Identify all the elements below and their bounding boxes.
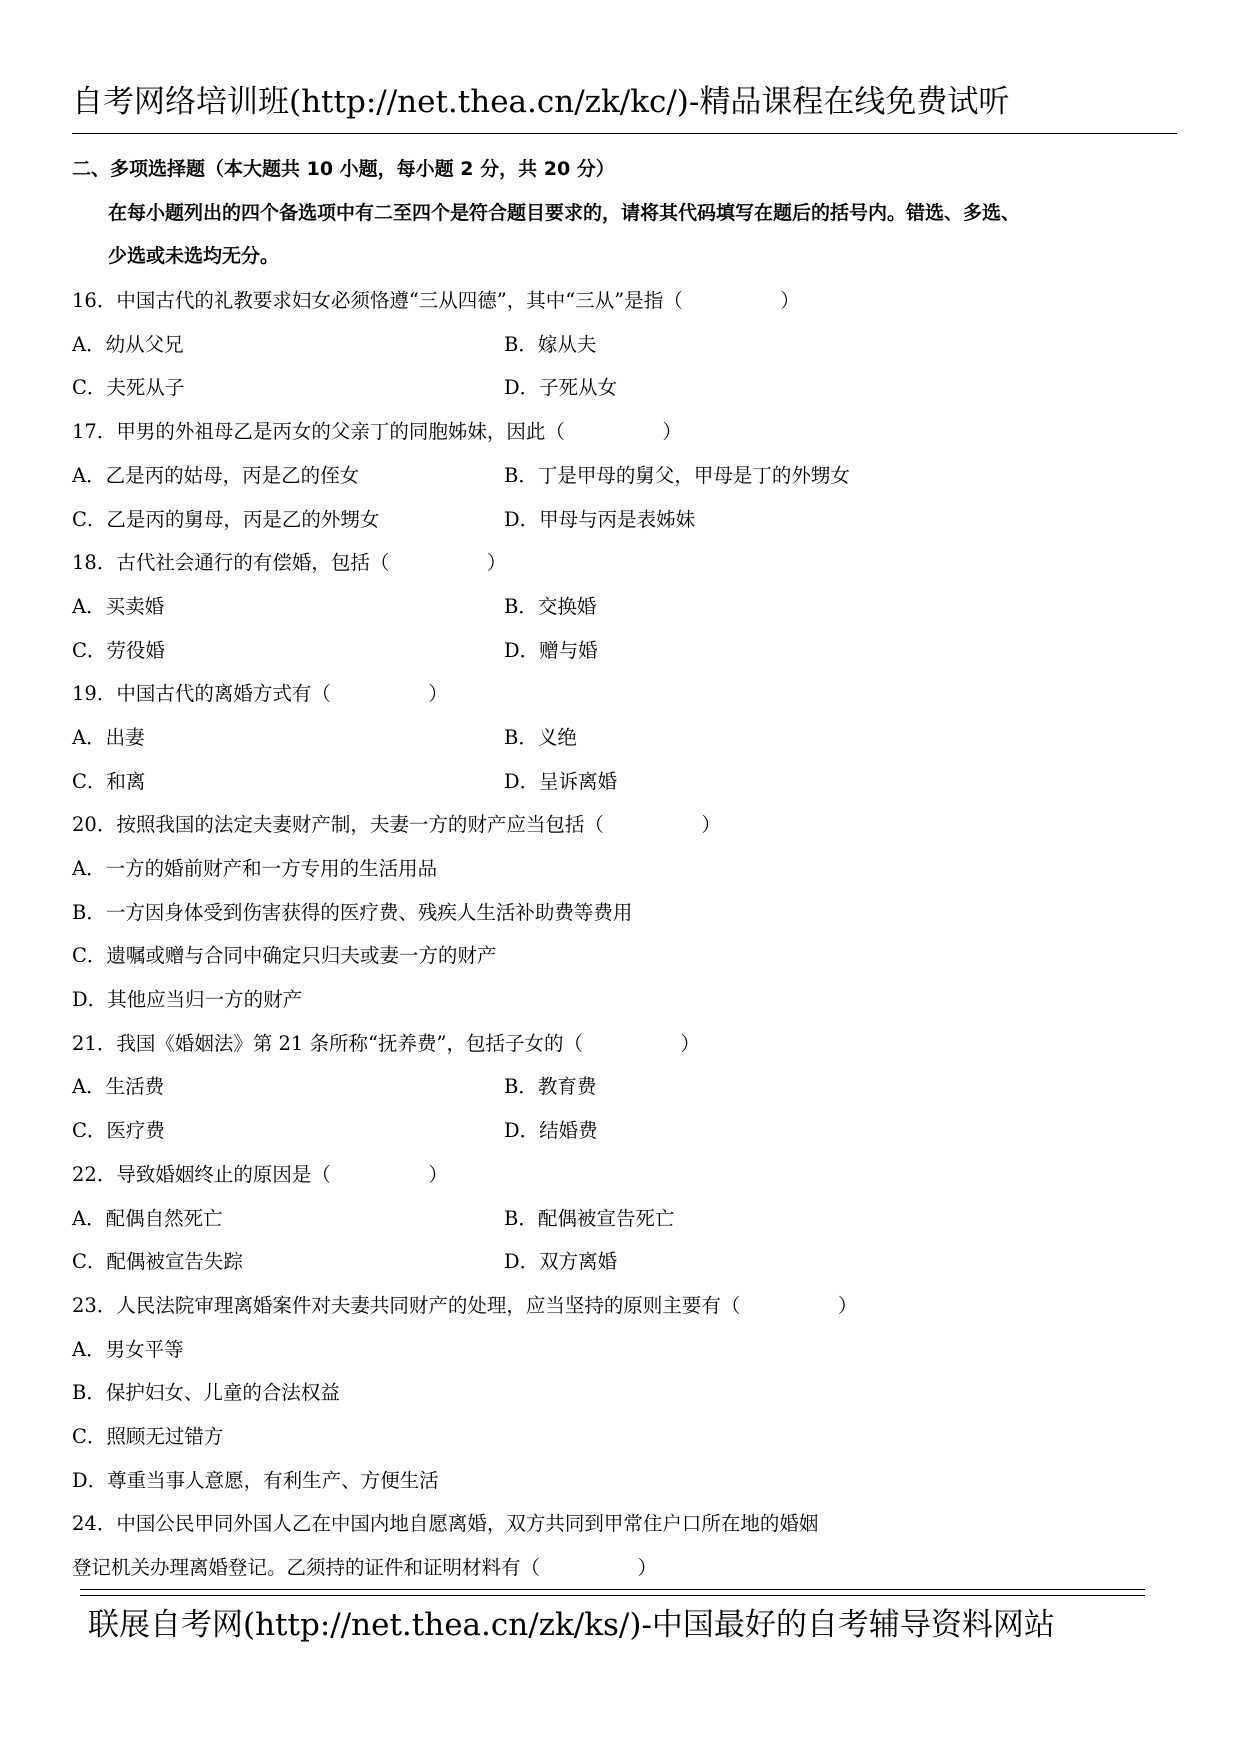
- question-23-stem: 23．人民法院审理离婚案件对夫妻共同财产的处理，应当坚持的原则主要有（ ）: [72, 1293, 858, 1317]
- question-18-stem: 18．古代社会通行的有偿婚，包括（ ）: [72, 551, 507, 575]
- option-d: D．甲母与丙是表姊妹: [504, 507, 696, 531]
- option-c: C．照顾无过错方: [72, 1424, 224, 1448]
- question-20-stem: 20．按照我国的法定夫妻财产制，夫妻一方的财产应当包括（ ）: [72, 813, 721, 837]
- question-22-options-row-2: [72, 1240, 1177, 1284]
- option-d: D．赠与婚: [504, 638, 598, 662]
- option-d: D．其他应当归一方的财产: [72, 988, 303, 1012]
- question-18-options-row-2: [72, 629, 1177, 673]
- header-divider: [72, 133, 1177, 134]
- page-footer: 联展自考网(http://net.thea.cn/zk/ks/)-中国最好的自考辅导资料网站: [88, 1607, 1055, 1643]
- option-c: C．配偶被宣告失踪: [72, 1250, 243, 1274]
- option-b: B．教育费: [504, 1075, 597, 1099]
- option-a: A．买卖婚: [72, 594, 165, 618]
- option-b: B．义绝: [504, 725, 577, 749]
- option-b: B．交换婚: [504, 594, 597, 618]
- option-c: C．和离: [72, 769, 146, 793]
- option-b: B．嫁从夫: [504, 332, 597, 356]
- footer-divider-bottom: [80, 1595, 1145, 1596]
- section-instruction: 在每小题列出的四个备选项中有二至四个是符合题目要求的，请将其代码填写在题后的括号内。错选、多选、: [108, 201, 1021, 224]
- option-d: D．双方离婚: [504, 1250, 618, 1274]
- section-title: 二、多项选择题（本大题共 10 小题，每小题 2 分，共 20 分）: [72, 158, 615, 180]
- question-19-options-row-1: [72, 716, 1177, 760]
- option-c: C．劳役婚: [72, 638, 165, 662]
- question-16-options-row-1: [72, 323, 1177, 367]
- question-22-stem: 22．导致婚姻终止的原因是（ ）: [72, 1162, 448, 1186]
- section-instruction-cont: 少选或未选均无分。: [108, 245, 280, 268]
- question-21-stem: 21．我国《婚姻法》第 21 条所称“抚养费”，包括子女的（ ）: [72, 1031, 700, 1055]
- question-17-options-row-1: [72, 454, 1177, 498]
- option-a: A．男女平等: [72, 1337, 184, 1361]
- option-d: D．尊重当事人意愿，有利生产、方便生活: [72, 1468, 439, 1492]
- question-21-options-row-2: [72, 1109, 1177, 1153]
- option-a: A．配偶自然死亡: [72, 1206, 223, 1230]
- option-b: B．丁是甲母的舅父，甲母是丁的外甥女: [504, 463, 850, 487]
- question-16-stem: 16．中国古代的礼教要求妇女必须恪遵“三从四德”，其中“三从”是指（ ）: [72, 289, 800, 313]
- exam-content: [72, 148, 1177, 1590]
- question-17-options-row-2: [72, 498, 1177, 542]
- page-header: 自考网络培训班(http://net.thea.cn/zk/kc/)-精品课程在线免费试听: [72, 84, 1010, 120]
- question-17-stem: 17．甲男的外祖母乙是丙女的父亲丁的同胞姊妹，因此（ ）: [72, 420, 682, 444]
- question-22-options-row-1: [72, 1197, 1177, 1241]
- question-24-stem-cont: 登记机关办理离婚登记。乙须持的证件和证明材料有（ ）: [72, 1556, 658, 1579]
- option-b: B．保护妇女、儿童的合法权益: [72, 1381, 340, 1405]
- option-a: A．生活费: [72, 1075, 165, 1099]
- footer-divider-top: [80, 1589, 1145, 1590]
- question-16-options-row-2: [72, 366, 1177, 410]
- option-b: B．配偶被宣告死亡: [504, 1206, 675, 1230]
- option-d: D．子死从女: [504, 376, 618, 400]
- option-a: A．一方的婚前财产和一方专用的生活用品: [72, 857, 438, 880]
- option-b: B．一方因身体受到伤害获得的医疗费、残疾人生活补助费等费用: [72, 900, 633, 924]
- question-19-stem: 19．中国古代的离婚方式有（ ）: [72, 682, 448, 706]
- option-d: D．结婚费: [504, 1119, 598, 1143]
- option-a: A．出妻: [72, 725, 145, 749]
- question-18-options-row-1: [72, 585, 1177, 629]
- option-a: A．乙是丙的姑母，丙是乙的侄女: [72, 463, 360, 487]
- option-c: C．遗嘱或赠与合同中确定只归夫或妻一方的财产: [72, 944, 497, 968]
- question-21-options-row-1: [72, 1065, 1177, 1109]
- option-c: C．乙是丙的舅母，丙是乙的外甥女: [72, 507, 380, 531]
- option-d: D．呈诉离婚: [504, 769, 618, 793]
- option-c: C．夫死从子: [72, 376, 185, 400]
- option-a: A．幼从父兄: [72, 332, 184, 356]
- question-19-options-row-2: [72, 760, 1177, 804]
- question-24-stem: 24．中国公民甲同外国人乙在中国内地自愿离婚，双方共同到甲常住户口所在地的婚姻: [72, 1512, 819, 1536]
- option-c: C．医疗费: [72, 1119, 165, 1143]
